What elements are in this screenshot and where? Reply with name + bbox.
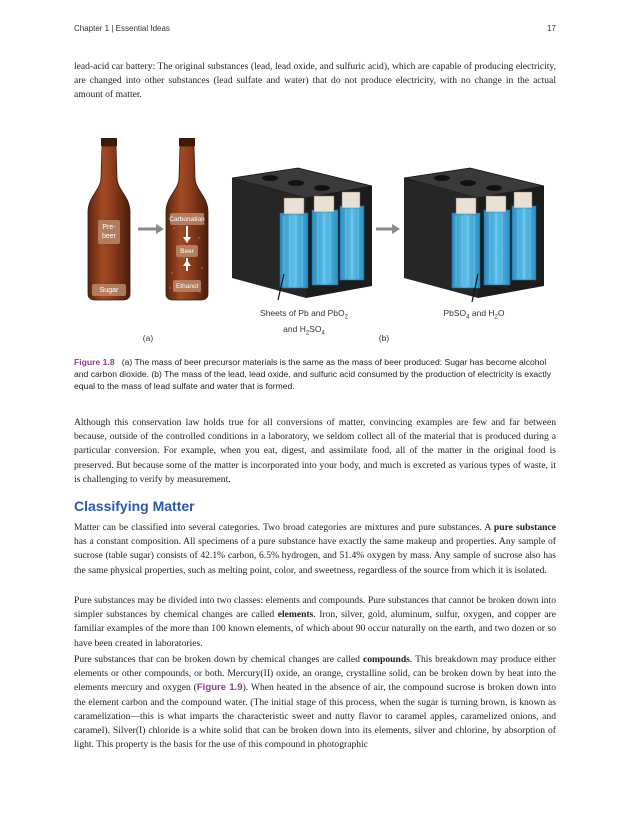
para1-text-b: has a constant composition. All specimens of a pure substance have exactly the same makeup and properties. Any sample of sucrose (table sugar) consists of 42.1% carbon, 6.5% hydrogen, and 51.4% oxygen by mass. Any sample of sucrose also has the same physical properties, such as melting point, color, and sweetness, regardless of the source from which it is isolated. <box>74 536 556 576</box>
figure-caption <box>74 356 556 392</box>
battery1-label-line2a: and H <box>283 323 306 334</box>
battery1-label <box>244 308 364 339</box>
bottle1-top-label <box>94 223 124 241</box>
intro-paragraph: lead-acid car battery: The original substances (lead, lead oxide, and sulfuric acid), which are capable of producing electricity, are changed into other substances (lead sulfate and water) that do not produce electricity, with no change in the actual amount of matter. <box>74 61 556 101</box>
para3-text-c: ). When heated in the absence of air, the compound sucrose is broken down into the element carbon and the compound water. (The initial stage of this process, when the sugar is turning brown, is known as caramelization—this is what imparts the characteristic sweet and nutty flavor to caramel apples, caramelized onions, and caramel). Silver(I) chloride is a white solid that can be broken down into its elements, silver and chlorine, by absorption of light. This property is the basis for the use of this compound in photographic <box>74 682 556 751</box>
compounds-paragraph <box>74 653 556 752</box>
pre-label: Pre- <box>102 224 116 231</box>
carbonation-label: Carbonation <box>169 216 205 223</box>
para3-text-b: . This breakdown may produce either elements or other compounds, or both. Mercury(II) oxide, an orange, crystalline solid, can be broken down by heat into the elements mercury and oxygen ( <box>74 654 557 694</box>
battery1-label-line1: Sheets of Pb and PbO <box>260 308 345 318</box>
battery1-label-sub2: 2 <box>305 330 310 337</box>
figure-1-9-link[interactable]: Figure 1.9 <box>196 682 243 694</box>
term-pure-substance: pure substance <box>493 522 556 533</box>
figure-number: Figure 1.8 <box>74 357 115 367</box>
elements-paragraph <box>74 594 556 651</box>
chapter-title: Chapter 1 | Essential Ideas <box>74 24 170 33</box>
battery1-label-sub3: 4 <box>321 330 325 337</box>
term-compounds: compounds <box>362 654 410 665</box>
battery2-label-sub2: 2 <box>494 314 498 321</box>
pure-substance-paragraph <box>74 521 556 578</box>
figure-1-8 <box>74 128 556 348</box>
beer-label-1: beer <box>101 233 116 240</box>
battery2-label-sub1: 4 <box>466 314 470 321</box>
running-header <box>74 24 556 38</box>
section-heading: Classifying Matter <box>74 498 195 514</box>
battery2-label-a: PbSO <box>443 308 467 318</box>
panel-a-label: (a) <box>142 333 154 343</box>
arrow-a <box>138 224 164 234</box>
conservation-paragraph: Although this conservation law holds true for all conversions of matter, convincing examples are few and far between because, outside of the controlled conditions in a laboratory, we seldom collect all of the material that is produced during a particular conversion. For example, when you eat, digest, and assimilate food, all of the matter in the original food is preserved. But because some of the matter is incorporated into your body, and much is excreted as various types of waste, it is challenging to verify by measurement. <box>74 417 556 485</box>
battery2-label-b: and H <box>469 308 495 318</box>
para2-text-a: Pure substances may be divided into two classes: elements and compounds. Pure substances that cannot be broken down into simpler substances by chemical changes are called <box>74 595 556 621</box>
para1-text-a: Matter can be classified into several categories. Two broad categories are mixtures and pure substances. A <box>74 522 494 533</box>
battery-discharged <box>404 168 544 302</box>
para2-text-b: . Iron, silver, gold, aluminum, sulfur, oxygen, and copper are familiar examples of the more than 100 known elements, of which about 90 occur naturally on the earth, and two dozen or so have been created in laboratories. <box>74 609 557 649</box>
battery2-label-c: O <box>497 308 505 318</box>
battery1-label-sub1: 2 <box>344 314 348 321</box>
caption-text: (a) The mass of beer precursor materials is the same as the mass of beer produced: Sugar has become alcohol and carbon dioxide. (b) The mass of the lead, lead oxide, and sulfuric acid consumed by the production of electricity is exactly equal to the mass of lead sulfate and water that is formed. <box>74 357 552 391</box>
arrow-b <box>376 224 400 234</box>
term-elements: elements <box>277 609 314 621</box>
battery-charged <box>232 168 372 300</box>
battery1-label-line2b: SO <box>309 323 322 334</box>
para3-text-a: Pure substances that can be broken down by chemical changes are called <box>74 654 363 665</box>
bottle-pre-beer <box>88 138 130 300</box>
ethanol-label: Ethanol <box>175 283 199 290</box>
page-number: 17 <box>547 24 556 33</box>
sugar-label: Sugar <box>99 287 119 294</box>
beer-label-2: Beer <box>180 248 194 255</box>
battery2-label <box>424 308 524 324</box>
panel-b-label: (b) <box>378 333 390 343</box>
